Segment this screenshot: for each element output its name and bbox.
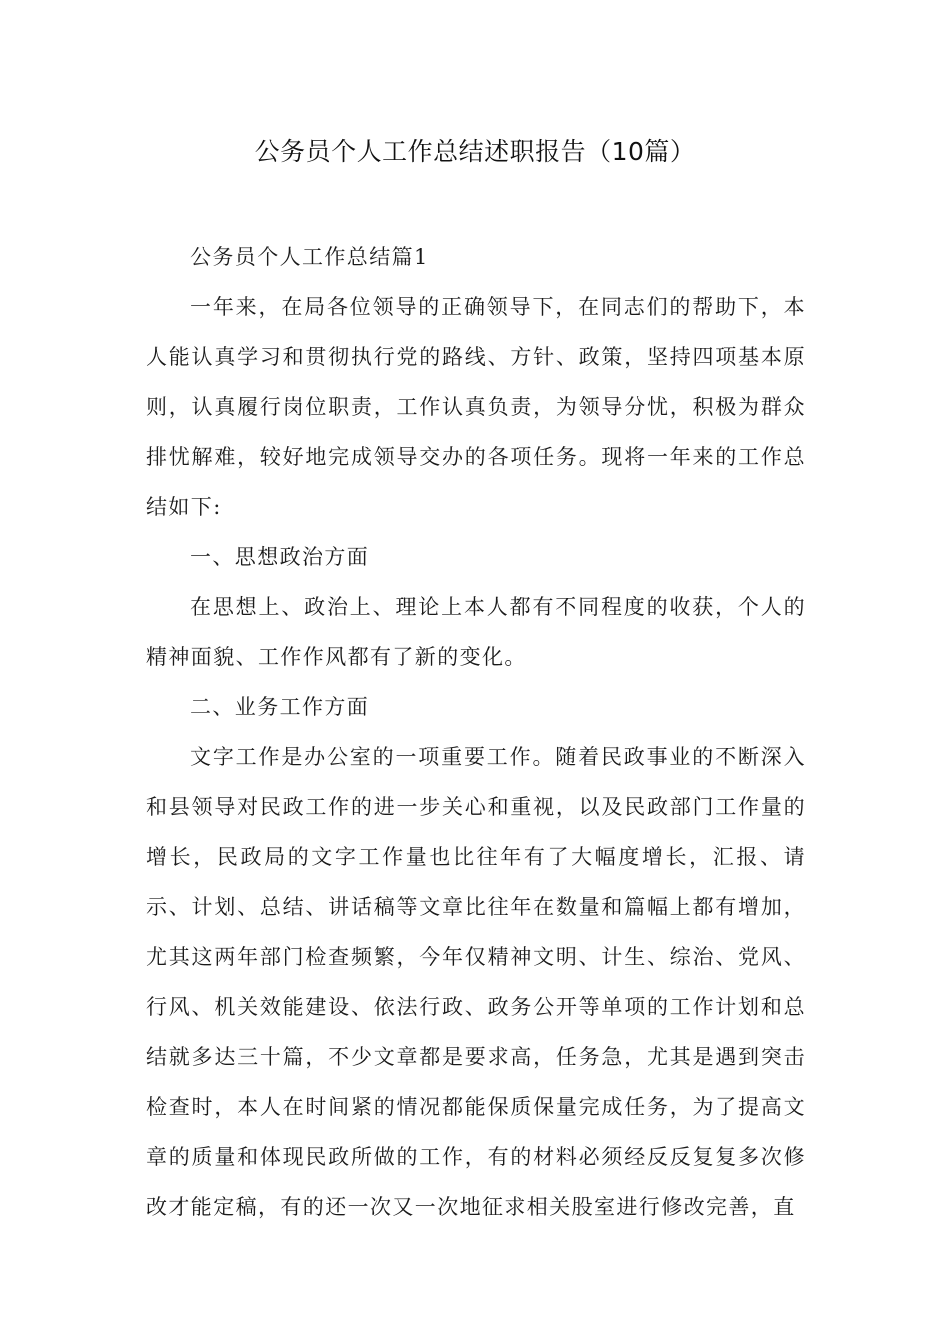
- political-paragraph: 在思想上、政治上、理论上本人都有不同程度的收获，个人的精神面貌、工作作风都有了新的变化。: [146, 595, 806, 669]
- business-paragraph: 文字工作是办公室的一项重要工作。随着民政事业的不断深入和县领导对民政工作的进一步关心和重视，以及民政部门工作量的增长，民政局的文字工作量也比往年有了大幅度增长，汇报、请示、计划、总结、讲话稿等文章比往年在数量和篇幅上都有增加，尤其这两年部门检查频繁，今年仅精神文明、计生、综治、党风、行风、机关效能建设、依法行政、政务公开等单项的工作计划和总结就多达三十篇，不少文章都是要求高，任务急，尤其是遇到突击检查时，本人在时间紧的情况都能保质保量完成任务，为了提高文章的质量和体现民政所做的工作，有的材料必须经反反复复多次修改才能定稿，有的还一次又一次地征求相关股室进行修改完善，直: [146, 745, 806, 1219]
- section-heading-political: 一、思想政治方面: [190, 545, 370, 569]
- section-heading-business: 二、业务工作方面: [190, 695, 370, 719]
- document-title: 公务员个人工作总结述职报告（10篇）: [254, 137, 696, 166]
- intro-paragraph: 一年来，在局各位领导的正确领导下，在同志们的帮助下，本人能认真学习和贯彻执行党的路线、方针、政策，坚持四项基本原则，认真履行岗位职责，工作认真负责，为领导分忧，积极为群众排忧解难，较好地完成领导交办的各项任务。现将一年来的工作总结如下:: [146, 295, 806, 519]
- section-heading-part-1: 公务员个人工作总结篇1: [190, 245, 429, 269]
- document-body: [146, 232, 806, 1232]
